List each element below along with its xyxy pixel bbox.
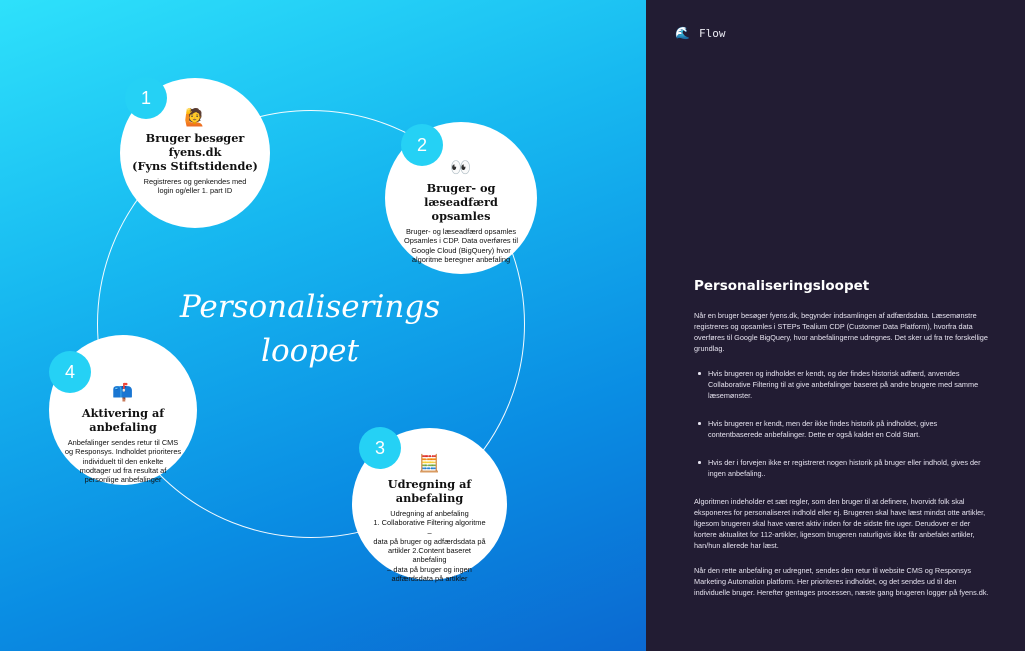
step-1-title [128, 131, 262, 173]
step-desc-line: og Responsys. Indholdet prioriteres [64, 447, 182, 457]
list-item: Hvis brugeren og indholdet er kendt, og der findes historisk adfærd, anvendes Collaborative Filtering til at give anbefalinger baseret på andre brugere med samme læsemønster. [708, 368, 990, 401]
diagram-title [150, 285, 470, 373]
step-desc-line: Google Cloud (BigQuery) hvor [411, 245, 511, 255]
step-desc-line: individuelt til den enkelte [82, 456, 164, 466]
step-1-description [143, 177, 247, 196]
step-desc-line: Anbefalinger sendes retur til CMS [67, 438, 179, 447]
step-desc-line: modtager ud fra resultat af [79, 465, 167, 475]
step-desc-line: data på bruger og adfærdsdata på [373, 536, 486, 546]
step-desc-line: artikler 2.Content baseret anbefaling [388, 546, 471, 565]
step-desc-line: – data på bruger og ingen [387, 564, 472, 574]
step-2-title [395, 181, 527, 223]
info-sidebar [646, 0, 1025, 651]
diagram-title-line: Personaliserings [179, 289, 441, 325]
brand-name: Flow [699, 26, 726, 40]
article-paragraph: Når den rette anbefaling er udregnet, sendes den retur til website CMS og Responsys Marketing Automation platform. Her prioriteres indholdet, og det sendes ud til den individuelle bruger. Herefter gentages processen, næste gang brugeren logger på fyens.dk. [694, 566, 989, 597]
step-title-line: opsamles [431, 209, 491, 223]
step-desc-line: Bruger- og læseadfærd opsamles [405, 227, 517, 236]
step-4-description [57, 438, 189, 484]
article-bullet-list [694, 368, 990, 479]
step-title-line: Aktivering af anbefaling [81, 406, 165, 434]
article-paragraph: Algoritmen indeholder et sæt regler, som den bruger til at definere, hvorvidt folk skal eksponeres for personaliseret indhold eller ej. Brugeren skal have læst mindst otte artikler, ligesom brugeren skal have været aktiv inden for de sidste fire uger. Derudover er der kortere aktualitet for 112-artikler, ligesom brugeren naturligvis ikke får anbefalet artikler, han/hun allerede har læst. [694, 497, 986, 550]
diagram-title-line: loopet [261, 333, 359, 369]
step-2-description [401, 227, 521, 264]
step-4-title [55, 406, 191, 434]
eyes-icon: 👀 [450, 158, 472, 178]
step-title-line: Bruger- og læseadfærd [424, 181, 498, 209]
step-title-line: (Fyns Stiftstidende) [132, 159, 258, 173]
step-3-title [360, 477, 499, 505]
article [694, 278, 990, 612]
person-raising-hand-icon: 🙋 [184, 108, 206, 128]
wave-icon: 🌊 [675, 26, 690, 40]
step-desc-line: Opsamles i CDP. Data overføres til [403, 236, 519, 246]
step-1-number-badge: 1 [125, 77, 167, 119]
brand-logo[interactable] [675, 26, 726, 40]
step-desc-line: Registreres og genkendes med [143, 177, 247, 186]
abacus-icon: 🧮 [418, 454, 441, 474]
article-heading: Personaliseringsloopet [694, 278, 870, 294]
step-desc-line: login og/eller 1. part ID [157, 186, 233, 196]
step-desc-line: adfærdsdata på artikler [391, 574, 468, 584]
list-item: Hvis brugeren er kendt, men der ikke findes historik på indholdet, gives contentbaserede anbefalinger. Dette er også kaldet en Cold Start. [708, 418, 990, 440]
step-title-line: Udregning af anbefaling [387, 477, 472, 505]
step-2-number-badge: 2 [401, 124, 443, 166]
list-item: Hvis der i forvejen ikke er registreret nogen historik på bruger eller indhold, gives der ingen anbefaling.. [708, 457, 990, 479]
step-title-line: Bruger besøger fyens.dk [145, 131, 245, 159]
step-3-number-badge: 3 [359, 427, 401, 469]
step-desc-line: algoritme beregner anbefaling [411, 254, 511, 264]
mailbox-icon: 📫 [112, 383, 134, 403]
step-desc-line: Udregning af anbefaling [390, 509, 469, 518]
step-desc-line: 1. Collaborative Filtering algoritme – [373, 518, 486, 537]
step-desc-line: personlige anbefalinger [84, 475, 162, 485]
article-intro: Når en bruger besøger fyens.dk, begynder indsamlingen af adfærdsdata. Læsemønstre registreres og opsamles i STEPs Tealium CDP (Customer Data Platform), hvorfra data overføres til Google BigQuery, hvor anbefalingerne udregnes. Det sker ud fra tre forskellige grundlag. [694, 311, 988, 353]
step-3-description [372, 509, 488, 583]
step-4-number-badge: 4 [49, 351, 91, 393]
